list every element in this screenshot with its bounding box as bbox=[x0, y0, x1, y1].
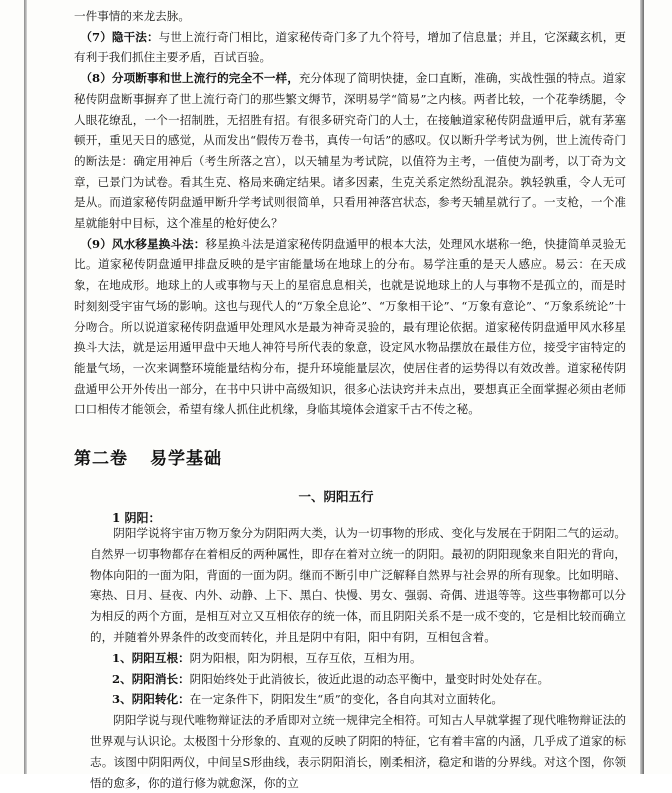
list-item-label: 2、阴阳消长： bbox=[112, 671, 190, 686]
chapter-volume: 第二卷 bbox=[74, 449, 128, 469]
yin-yang-text-block bbox=[90, 523, 626, 793]
item-7-text: 与世上流行奇门相比，道家秘传奇门多了九个符号，增加了信息量；并且，它深藏玄机，更有利于我们抓住主要矛盾，百试百验。 bbox=[74, 29, 626, 65]
paragraph-yin-yang-dialectics: 阴阳学说与现代唯物辩证法的矛盾即对立统一规律完全相符。可知古人早就掌握了现代唯物辩证法的世界观与认识论。太极图十分形象的、直观的反映了阴阳的特征，它有着丰富的内涵，几乎成了道家的标志。该图中阴阳两仪，中间呈S形曲线，表示阴阳消长，刚柔相济，稳定和谐的分界线。对这个图，你领悟的愈多，你的道行修为就愈深，你的立 bbox=[90, 713, 626, 790]
paragraph-item-7 bbox=[74, 27, 626, 68]
list-item-text: 阴阳始终处于此消彼长，彼近此退的动态平衡中，量变时时处处存在。 bbox=[189, 671, 550, 686]
item-9-label: （9）风水移星换斗法： bbox=[80, 236, 206, 251]
scan-binding-edge bbox=[24, 0, 27, 774]
item-8-text: 充分体现了简明快捷，金口直断，准确，实战性强的特点。道家秘传阴盘断事摒弃了世上流行奇门的那些繁文缛节，深明易学“简易”之内核。两者比较，一个花拳绣腿，令人眼花缭乱，一个一招制胜，无招胜有招。有很多研究奇门的人士，在接触道家秘传阴盘遁甲后，就有茅塞顿开，重见天日的感觉，从而发出“假传万卷书，真传一句话”的感叹。仅以断升学考试为例，世上流传奇门的断法是：确定用神后（考生所落之宫），以天辅星为考试院，以值符为主考，一值使为副考，以丁奇为文章，已景门为试卷。看其生克、格局来确定结果。诸多因素，生克关系定然纷乱混杂。孰轻孰重，令人无可是从。而道家秘传阴盘遁甲断升学考试则很简单，只看用神落宫状态，参考天辅星就行了。一支枪，一个准星就能射中目标，这个准星的枪好使么？ bbox=[74, 71, 626, 231]
list-item-label: 3、阴阳转化： bbox=[112, 692, 190, 707]
item-7-label: （7）隐干法： bbox=[80, 29, 159, 44]
paragraph-continuation: 一件事情的来龙去脉。 bbox=[74, 9, 190, 23]
chapter-name: 易学基础 bbox=[150, 449, 222, 469]
section-heading: 一、阴阳五行 bbox=[298, 489, 374, 504]
subsection-heading: 1 阴阳： bbox=[112, 511, 161, 525]
paragraph-item-8 bbox=[74, 68, 626, 234]
list-item-label: 1、阴阳互根： bbox=[112, 650, 190, 665]
item-9-text: 移星换斗法是道家秘传阴盘遁甲的根本大法，处理风水堪称一绝，快捷简单灵验无比。道家秘传阴盘遁甲排盘反映的是宇宙能量场在地球上的分布。易学注重的是天人感应。易云：在天成象，在地成形。地球上的人或事物与天上的星宿息息相关，也就是说地球上的人与事物不是孤立的，而是时时刻刻受宇宙气场的影响。这也与现代人的“万象全息论”、“万象相干论”、“万象有意论”、“万象系统论”十分吻合。所以说道家秘传阴盘遁甲处理风水是最为神奇灵验的，最有理论依据。道家秘传阴盘遁甲风水移星换斗大法，就是运用遁甲盘中天地人神符号所代表的象意，设定风水物品摆放在最佳方位，接受宇宙特定的能量气场，一次来调整环境能量结构分布，提升环境能量层次，使居住者的运势得以有效改善。道家秘传阴盘遁甲公开外传出一部分，在书中只讲中高级知识，很多心法诀窍并未点出，要想真正全面掌握必须由老师口口相传才能领会，希望有缘人抓住此机缘，身临其境体会道家千古不传之秘。 bbox=[74, 236, 626, 417]
scan-page-edge bbox=[640, 0, 644, 774]
list-item-text: 在一定条件下，阴阳发生“质”的变化，各自向其对立面转化。 bbox=[189, 692, 503, 707]
list-item-yin-yang-growth bbox=[90, 669, 626, 690]
continued-text-block bbox=[74, 6, 626, 420]
chapter-heading bbox=[74, 444, 222, 469]
paragraph-item-9 bbox=[74, 234, 626, 420]
list-item-yin-yang-transform bbox=[90, 689, 626, 710]
paragraph-yin-yang-intro: 阴阳学说将宇宙万物万象分为阴阳两大类，认为一切事物的形成、变化与发展在于阴阳二气的运动。自然界一切事物都存在着相反的两种属性，即存在着对立统一的阴阳。最初的阴阳现象来自阳光的背向，物体向阳的一面为阳，背面的一面为阴。继而不断引申广泛解释自然界与社会界的所有现象。比如明暗、寒热、日月、昼夜、内外、动静、上下、黑白、快慢、男女、强弱、奇偶、进退等等。这些事物都可以分为相反的两个方面，是相互对立又互相依存的统一体，而且阴阳关系不是一成不变的，它是相比较而确立的，并随着外界条件的改变而转化，并且是阴中有阳，阳中有阴，互相包含着。 bbox=[90, 526, 626, 644]
list-item-text: 阴为阳根，阳为阴根，互存互依，互相为用。 bbox=[189, 650, 422, 665]
list-item-yin-yang-roots bbox=[90, 648, 626, 669]
item-8-label: （8）分项断事和世上流行的完全不一样， bbox=[80, 71, 299, 86]
